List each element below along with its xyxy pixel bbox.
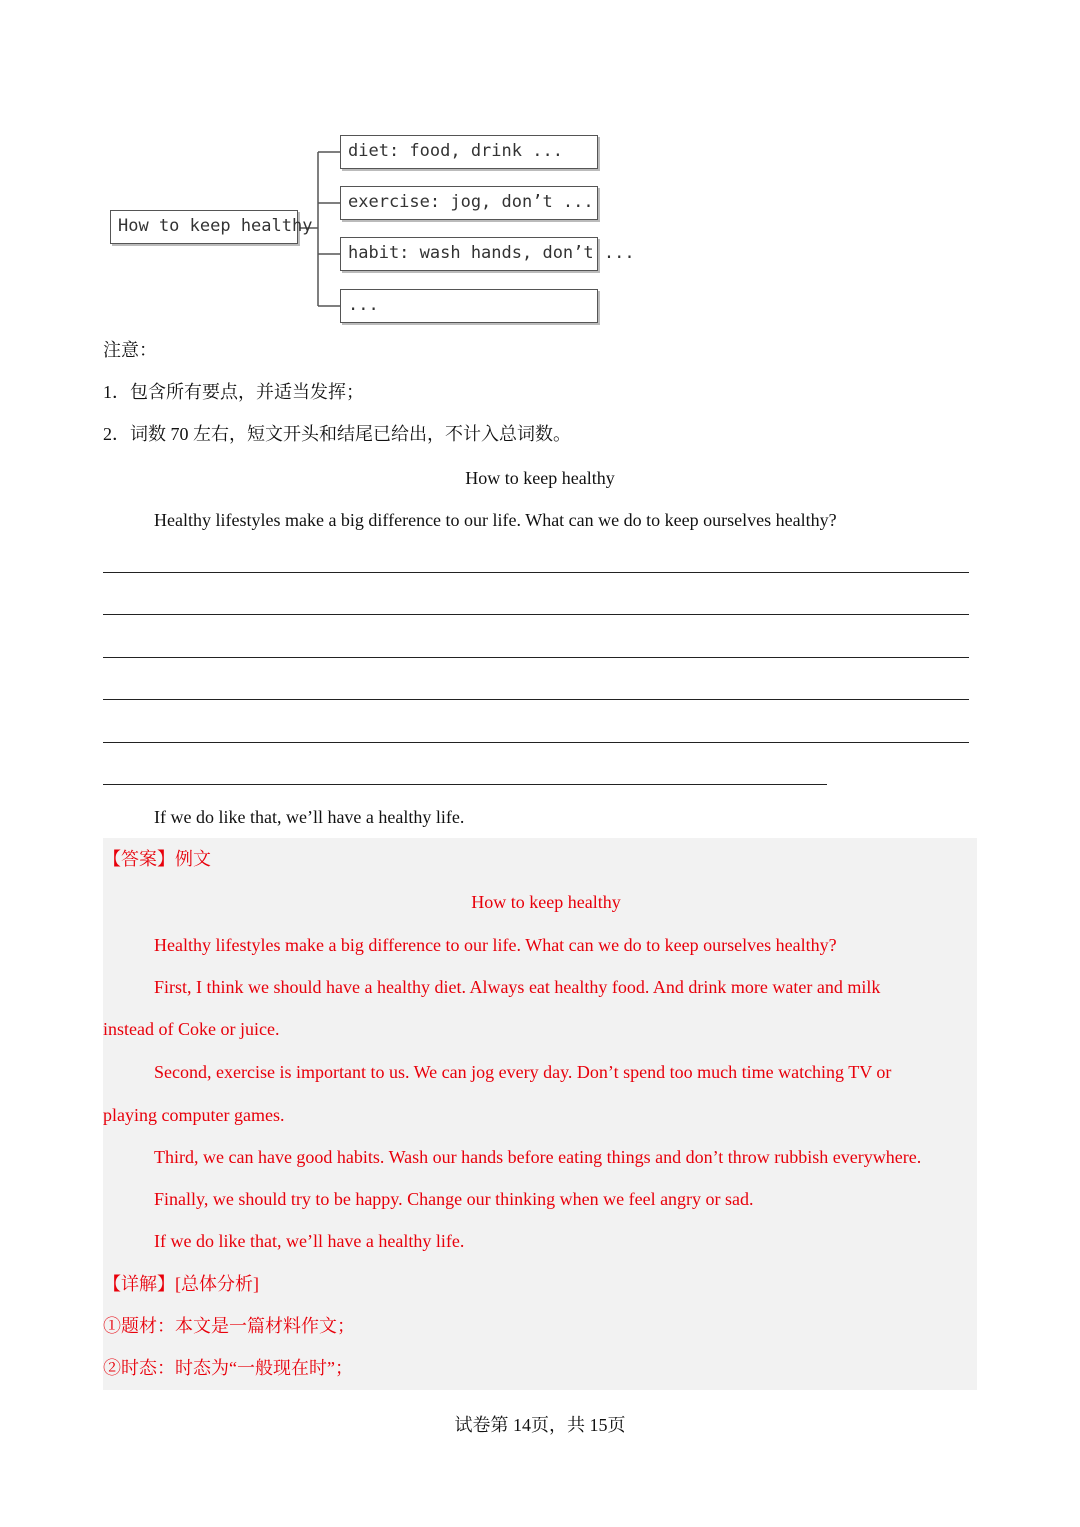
answer-paragraph-2-cont: instead of Coke or juice. [103, 1019, 280, 1039]
mind-map-branch-diet: diet: food, drink ... [340, 135, 598, 169]
analysis-item-1: ①题材：本文是一篇材料作文； [103, 1316, 355, 1336]
answer-paragraph-4: Third, we can have good habits. Wash our hands before eating things and don’t throw rubbish everywhere. [154, 1147, 922, 1167]
writing-line [103, 572, 969, 573]
answer-paragraph-3-cont: playing computer games. [103, 1105, 285, 1125]
answer-paragraph-2: First, I think we should have a healthy diet. Always eat healthy food. And drink more water and milk [154, 977, 881, 997]
mind-map-branch-more: ... [340, 289, 598, 323]
writing-line [103, 699, 969, 700]
answer-paragraph-1: Healthy lifestyles make a big difference to our life. What can we do to keep ourselves healthy? [154, 935, 837, 955]
answer-paragraph-3: Second, exercise is important to us. We can jog every day. Don’t spend too much time watching TV or [154, 1062, 892, 1082]
analysis-item-2: ②时态：时态为“一般现在时”； [103, 1358, 353, 1378]
note-item-1: 1．包含所有要点，并适当发挥； [103, 382, 364, 402]
answer-title: How to keep healthy [471, 892, 621, 912]
essay-opening: Healthy lifestyles make a big difference to our life. What can we do to keep ourselves healthy? [154, 510, 837, 530]
detail-sub: [总体分析] [175, 1274, 259, 1294]
mind-map-root: How to keep healthy [110, 210, 298, 244]
answer-label: 【答案】例文 [103, 849, 211, 869]
essay-closing: If we do like that, we’ll have a healthy life. [154, 807, 465, 827]
writing-line [103, 784, 827, 785]
writing-line [103, 614, 969, 615]
essay-title: How to keep healthy [465, 468, 615, 488]
mind-map-branch-habit: habit: wash hands, don’t ... [340, 237, 598, 271]
notes-heading: 注意： [103, 340, 157, 360]
writing-line [103, 657, 969, 658]
note-item-2: 2．词数 70 左右，短文开头和结尾已给出，不计入总词数。 [103, 424, 571, 444]
mind-map-branch-exercise: exercise: jog, don’t ... [340, 186, 598, 220]
answer-paragraph-5: Finally, we should try to be happy. Change our thinking when we feel angry or sad. [154, 1189, 754, 1209]
answer-paragraph-6: If we do like that, we’ll have a healthy life. [154, 1231, 465, 1251]
writing-line [103, 742, 969, 743]
detail-label: 【详解】 [103, 1274, 175, 1294]
detail-heading [103, 1272, 259, 1296]
page-footer: 试卷第 14页，共 15页 [454, 1415, 626, 1435]
